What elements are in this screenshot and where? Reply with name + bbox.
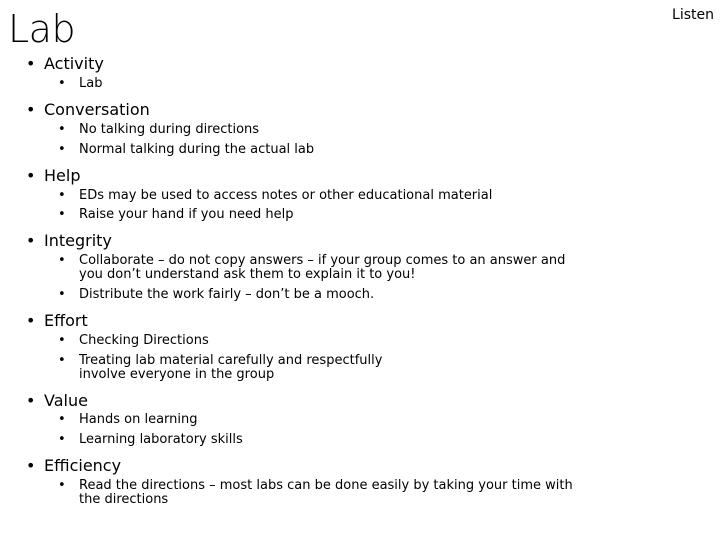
bullet-icon: • bbox=[26, 100, 36, 119]
bullet-icon: • bbox=[58, 432, 66, 447]
section-effort-heading: • Effort bbox=[26, 311, 88, 330]
section-integrity-heading: • Integrity bbox=[26, 231, 112, 250]
bullet-icon: • bbox=[58, 287, 66, 302]
bullet-icon: • bbox=[26, 311, 36, 330]
section-value-item: • Learning laboratory skills bbox=[58, 432, 243, 447]
bullet-icon: • bbox=[26, 456, 36, 475]
bullet-icon: • bbox=[58, 76, 66, 91]
section-help-heading: • Help bbox=[26, 166, 81, 185]
slide-title: Lab bbox=[8, 7, 76, 51]
section-activity-heading: • Activity bbox=[26, 54, 104, 73]
section-activity-item: • Lab bbox=[58, 76, 103, 91]
listen-button[interactable]: Listen bbox=[672, 7, 714, 23]
bullet-icon: • bbox=[58, 412, 66, 427]
section-help-item: • Raise your hand if you need help bbox=[58, 207, 294, 222]
section-efficiency-heading: • Efficiency bbox=[26, 456, 122, 475]
section-integrity-item: • Distribute the work fairly – don’t be a mooch. bbox=[58, 287, 375, 302]
section-help-item: • EDs may be used to access notes or other educational material bbox=[58, 188, 493, 203]
bullet-icon: • bbox=[58, 142, 66, 157]
section-effort-item: • Checking Directions bbox=[58, 333, 209, 348]
bullet-icon: • bbox=[58, 253, 66, 268]
bullet-icon: • bbox=[58, 353, 66, 368]
section-efficiency-item: • Read the directions – most labs can be done easily by taking your time with the directions bbox=[58, 478, 573, 507]
bullet-icon: • bbox=[58, 188, 66, 203]
section-effort-item: • Treating lab material carefully and respectfully involve everyone in the group bbox=[58, 353, 383, 382]
bullet-icon: • bbox=[26, 54, 36, 73]
bullet-icon: • bbox=[58, 478, 66, 493]
bullet-icon: • bbox=[58, 207, 66, 222]
section-integrity-item: • Collaborate – do not copy answers – if your group comes to an answer and you don’t understand ask them to explain it to you! bbox=[58, 253, 566, 282]
bullet-icon: • bbox=[26, 391, 36, 410]
bullet-icon: • bbox=[26, 166, 36, 185]
section-conversation-item: • Normal talking during the actual lab bbox=[58, 142, 315, 157]
bullet-icon: • bbox=[58, 122, 66, 137]
bullet-icon: • bbox=[26, 231, 36, 250]
bullet-icon: • bbox=[58, 333, 66, 348]
section-conversation-heading: • Conversation bbox=[26, 100, 150, 119]
section-value-item: • Hands on learning bbox=[58, 412, 198, 427]
section-value-heading: • Value bbox=[26, 391, 88, 410]
section-conversation-item: • No talking during directions bbox=[58, 122, 260, 137]
